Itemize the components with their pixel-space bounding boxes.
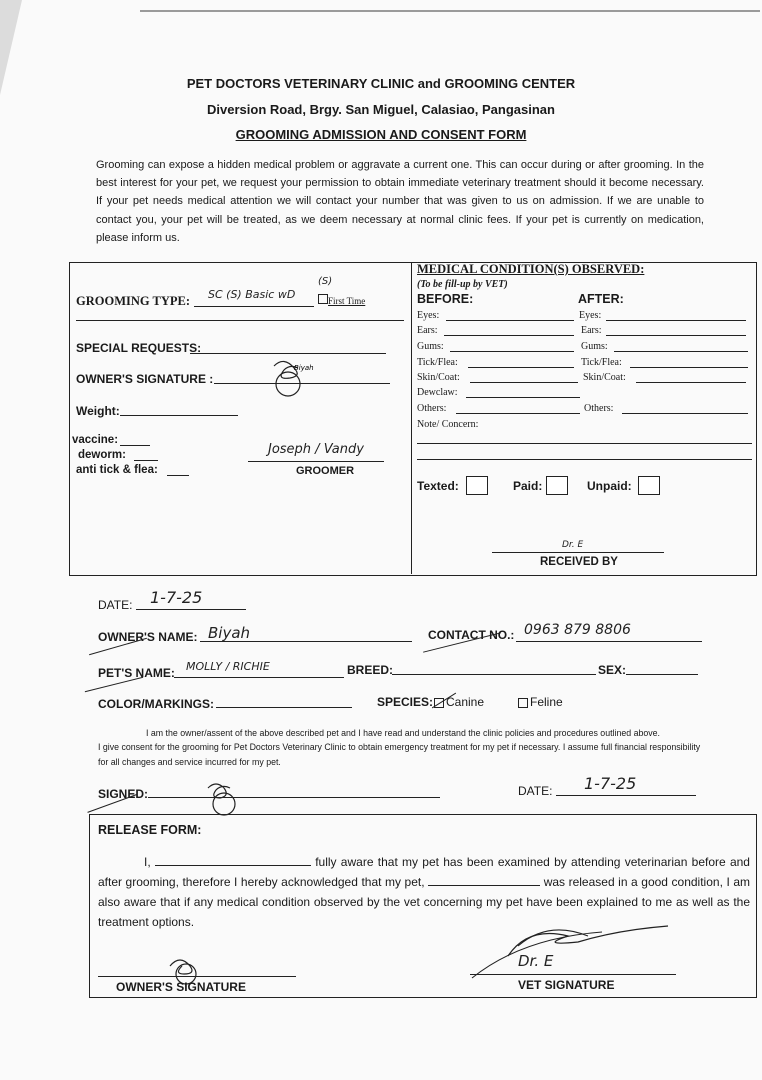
before-eyes-line[interactable] (446, 320, 574, 321)
owner-signature-scribble (266, 352, 316, 402)
pet-name-line[interactable] (174, 677, 344, 678)
vaccine-label: vaccine: (72, 434, 119, 446)
consent-date-line[interactable] (556, 795, 696, 796)
owner-name-value[interactable]: Biyah (208, 624, 251, 642)
before-gums-line[interactable] (450, 351, 574, 352)
release-name-blank[interactable] (155, 853, 311, 866)
owner-release-sig-label: OWNER'S SIGNATURE (116, 980, 246, 994)
groomer-label: GROOMER (296, 465, 355, 477)
release-i: I, (144, 855, 151, 869)
before-others-line[interactable] (456, 413, 580, 414)
date-line[interactable] (136, 609, 246, 610)
before-label: BEFORE: (417, 292, 474, 306)
unpaid-checkbox[interactable] (638, 476, 660, 495)
sex-line[interactable] (626, 674, 698, 675)
release-text-1: fully aware that my pet has been examined by attending veterinarian before and after grooming, therefore I hereby acknowledged that my pet, (98, 855, 750, 889)
before-skin-label: Skin/Coat: (417, 372, 460, 383)
clinic-address: Diversion Road, Brgy. San Miguel, Calasiao, Pangasinan (207, 102, 555, 117)
dewclaw-line[interactable] (466, 397, 580, 398)
after-tick-label: Tick/Flea: (581, 357, 622, 368)
first-time-checkbox[interactable] (318, 294, 328, 304)
top-edge-line (140, 10, 760, 12)
note-line-1[interactable] (417, 443, 752, 444)
after-label: AFTER: (578, 292, 624, 306)
owner-name-label: OWNER'S NAME: (98, 630, 198, 644)
form-title: GROOMING ADMISSION AND CONSENT FORM (235, 127, 527, 142)
dewclaw-label: Dewclaw: (417, 387, 458, 398)
texted-checkbox[interactable] (466, 476, 488, 495)
canine-label: Canine (446, 695, 485, 709)
anti-tick-line[interactable] (167, 475, 189, 476)
admission-box (69, 262, 757, 576)
pet-name-value[interactable]: MOLLY / RICHIE (186, 660, 270, 673)
grooming-type-sup: (S) (318, 276, 333, 287)
signed-label: SIGNED: (98, 787, 149, 801)
color-markings-line[interactable] (216, 707, 352, 708)
texted-label: Texted: (417, 479, 459, 493)
before-tick-label: Tick/Flea: (417, 357, 458, 368)
release-title: RELEASE FORM: (98, 823, 202, 837)
release-text-2: was released in a good condition, I am also aware that if any medical condition observed by the vet concerning my pet have been explained to me as well as the treatment options. (98, 875, 750, 929)
after-gums-line[interactable] (614, 351, 748, 352)
grooming-type-value[interactable]: SC (S) Basic wD (208, 288, 296, 301)
unpaid-label: Unpaid: (587, 479, 632, 493)
vet-sig-label: VET SIGNATURE (518, 978, 615, 992)
before-skin-line[interactable] (470, 382, 578, 383)
vet-signature-scribble (468, 916, 678, 984)
signed-line[interactable] (148, 797, 440, 798)
paid-checkbox[interactable] (546, 476, 568, 495)
owner-signature-label: OWNER'S SIGNATURE : (76, 372, 214, 386)
before-others-label: Others: (417, 403, 447, 414)
breed-label: BREED: (347, 663, 394, 677)
contact-label: CONTACT NO.: (428, 628, 515, 642)
before-ears-line[interactable] (444, 335, 574, 336)
groomer-value[interactable]: Joseph / Vandy (268, 442, 364, 457)
paid-label: Paid: (513, 479, 543, 493)
date-label: DATE: (98, 598, 133, 612)
grooming-type-label: GROOMING TYPE: (76, 294, 191, 308)
received-by-label: RECEIVED BY (540, 556, 618, 568)
sex-label: SEX: (598, 663, 627, 677)
consent-date-label: DATE: (518, 784, 553, 798)
weight-label: Weight: (76, 404, 120, 418)
date-value[interactable]: 1-7-25 (150, 588, 203, 607)
after-eyes-label: Eyes: (579, 310, 602, 321)
groomer-line (248, 461, 384, 462)
intro-paragraph: Grooming can expose a hidden medical problem or aggravate a current one. This can occur during or after grooming. In the best interest for your pet, we request your permission to obtain immediate veterinary treatment should it become necessary. If your pet needs medical attention we will contact your number that was given to us on admission. If we are unable to contact you, your pet will be treated, as we deem necessary at normal clinic fees. If your pet is currently on medication, please inform us. (96, 159, 704, 244)
clinic-name: PET DOCTORS VETERINARY CLINIC and GROOMING CENTER (186, 76, 576, 91)
anti-tick-label: anti tick & flea: (76, 464, 158, 476)
deworm-line[interactable] (134, 460, 158, 461)
feline-checkbox[interactable] (518, 698, 528, 708)
contact-value[interactable]: 0963 879 8806 (524, 622, 631, 638)
after-skin-line[interactable] (636, 382, 746, 383)
feline-label: Feline (530, 695, 563, 709)
pet-name-label: PET'S NAME: (98, 666, 175, 680)
special-requests-label: SPECIAL REQUESTS: (76, 341, 202, 355)
box-divider (411, 262, 412, 574)
after-eyes-line[interactable] (606, 320, 746, 321)
grooming-type-line (194, 306, 314, 307)
medical-note: (To be fill-up by VET) (417, 279, 508, 290)
species-label: SPECIES: (377, 695, 434, 709)
color-markings-label: COLOR/MARKINGS: (98, 697, 214, 711)
note-concern-label: Note/ Concern: (417, 419, 479, 430)
before-gums-label: Gums: (417, 341, 444, 352)
after-others-label: Others: (584, 403, 614, 414)
after-ears-line[interactable] (606, 335, 746, 336)
note-line-2[interactable] (417, 459, 752, 460)
release-pet-blank[interactable] (428, 873, 540, 886)
deworm-label: deworm: (78, 449, 126, 461)
after-tick-line[interactable] (630, 367, 748, 368)
before-tick-line[interactable] (468, 367, 574, 368)
after-gums-label: Gums: (581, 341, 608, 352)
svg-text:Biyah: Biyah (294, 364, 314, 372)
contact-line[interactable] (516, 641, 702, 642)
received-by-line[interactable] (492, 552, 664, 553)
vet-signature-value: Dr. E (518, 952, 554, 970)
before-eyes-label: Eyes: (417, 310, 440, 321)
before-ears-label: Ears: (417, 325, 438, 336)
weight-line[interactable] (120, 415, 238, 416)
consent-line-2: I give consent for the grooming for Pet Doctors Veterinary Clinic to obtain emergency treatment for my pet if necessary. I assume full financial responsibility for all changes and service incurred for my pet. (98, 742, 701, 767)
received-by-value: Dr. E (562, 540, 584, 550)
grooming-extra-line[interactable] (76, 320, 404, 321)
after-others-line[interactable] (622, 413, 748, 414)
breed-line[interactable] (392, 674, 596, 675)
consent-date-value[interactable]: 1-7-25 (584, 774, 637, 793)
after-skin-label: Skin/Coat: (583, 372, 626, 383)
consent-line-1: I am the owner/assent of the above described pet and I have read and understand the clinic policies and procedures outlined above. (146, 728, 660, 738)
after-ears-label: Ears: (581, 325, 602, 336)
first-time-label: First Time (328, 296, 366, 306)
vaccine-line[interactable] (120, 445, 150, 446)
medical-title: MEDICAL CONDITION(S) OBSERVED: (417, 262, 645, 276)
